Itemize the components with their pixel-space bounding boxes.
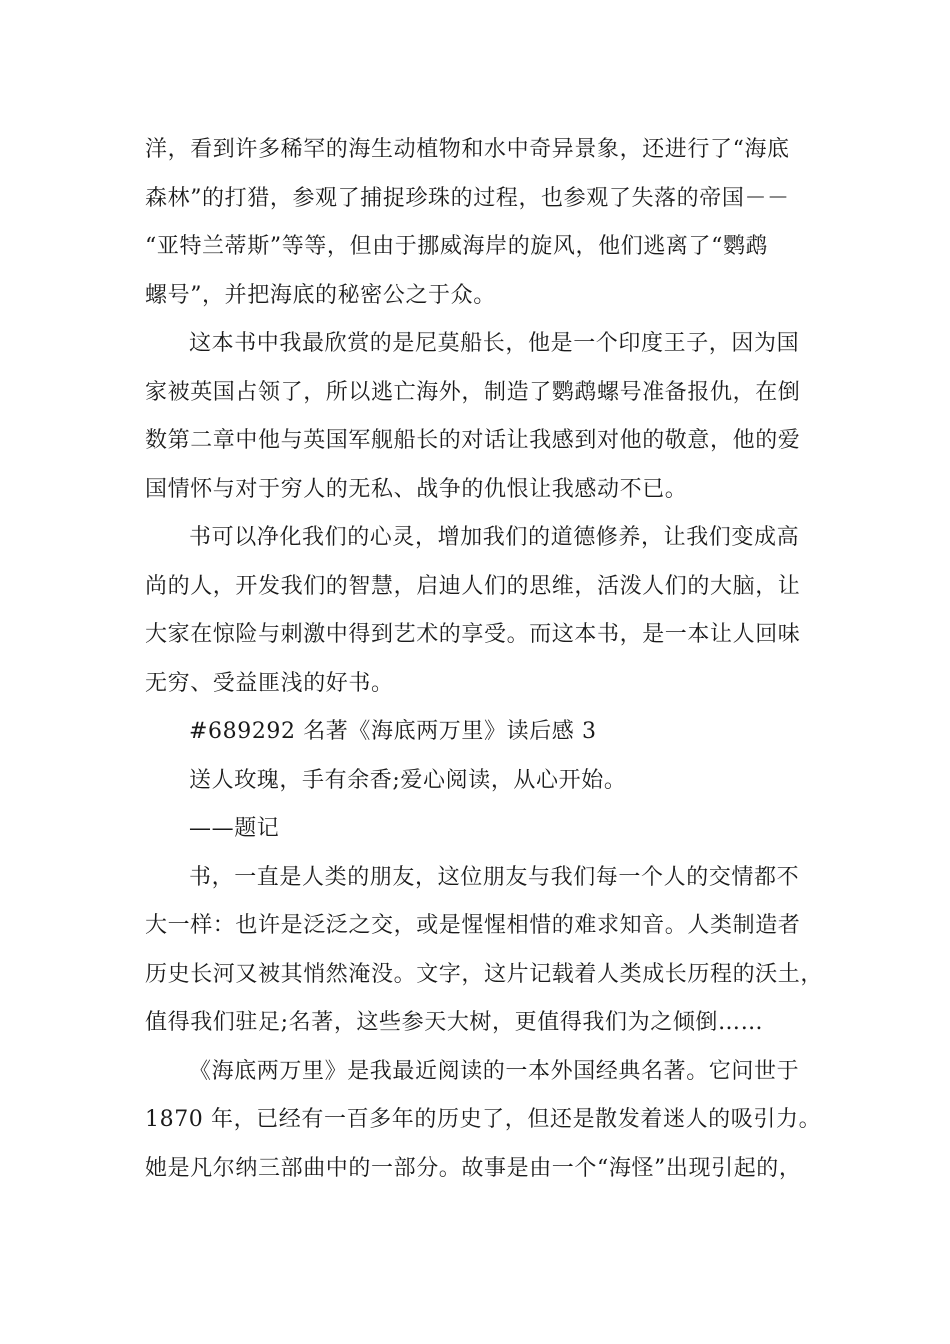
text-line: 螺号”，并把海底的秘密公之于众。 bbox=[145, 282, 496, 308]
text-line: 《海底两万里》是我最近阅读的一本外国经典名著。它问世于 bbox=[189, 1058, 800, 1084]
text-line: 洋，看到许多稀罕的海生动植物和水中奇异景象，还进行了“海底 bbox=[145, 137, 790, 162]
text-line: 这本书中我最欣赏的是尼莫船长，他是一个印度王子，因为国 bbox=[189, 331, 800, 356]
text-line: 值得我们驻足;名著，这些参天大树，更值得我们为之倾倒…… bbox=[145, 1010, 764, 1035]
text-line: 无穷、受益匪浅的好书。 bbox=[145, 670, 394, 696]
body-text bbox=[145, 126, 824, 1193]
text-line: 森林”的打猎，参观了捕捉珍珠的过程，也参观了失落的帝国－－ bbox=[145, 185, 790, 211]
section-heading: #689292 名著《海底两万里》读后感 3 bbox=[189, 719, 597, 744]
text-line: 家被英国占领了，所以逃亡海外，制造了鹦鹉螺号准备报仇，在倒 bbox=[145, 379, 801, 405]
text-line: “亚特兰蒂斯”等等，但由于挪威海岸的旋风，他们逃离了“鹦鹉 bbox=[145, 234, 769, 259]
epigraph-attribution: ——题记 bbox=[189, 816, 280, 841]
text-line: 书可以净化我们的心灵，增加我们的道德修养，让我们变成高 bbox=[189, 525, 800, 550]
text-line: 书，一直是人类的朋友，这位朋友与我们每一个人的交情都不 bbox=[189, 864, 800, 890]
text-line: 历史长河又被其悄然淹没。文字，这片记载着人类成长历程的沃土， bbox=[145, 961, 824, 987]
text-line: 大家在惊险与刺激中得到艺术的享受。而这本书，是一本让人回味 bbox=[145, 622, 801, 647]
text-line: 数第二章中他与英国军舰船长的对话让我感到对他的敬意，他的爱 bbox=[145, 428, 801, 453]
epigraph: 送人玫瑰，手有余香;爱心阅读，从心开始。 bbox=[189, 767, 627, 793]
text-line: 国情怀与对于穷人的无私、战争的仇恨让我感动不已。 bbox=[145, 476, 688, 502]
text-line: 1870 年，已经有一百多年的历史了，但还是散发着迷人的吸引力。 bbox=[145, 1107, 822, 1132]
text-line: 大一样：也许是泛泛之交，或是惺惺相惜的难求知音。人类制造者 bbox=[145, 913, 801, 938]
text-line: 尚的人，开发我们的智慧，启迪人们的思维，活泼人们的大脑，让 bbox=[145, 573, 801, 599]
text-line: 她是凡尔纳三部曲中的一部分。故事是由一个“海怪”出现引起的， bbox=[145, 1155, 802, 1181]
